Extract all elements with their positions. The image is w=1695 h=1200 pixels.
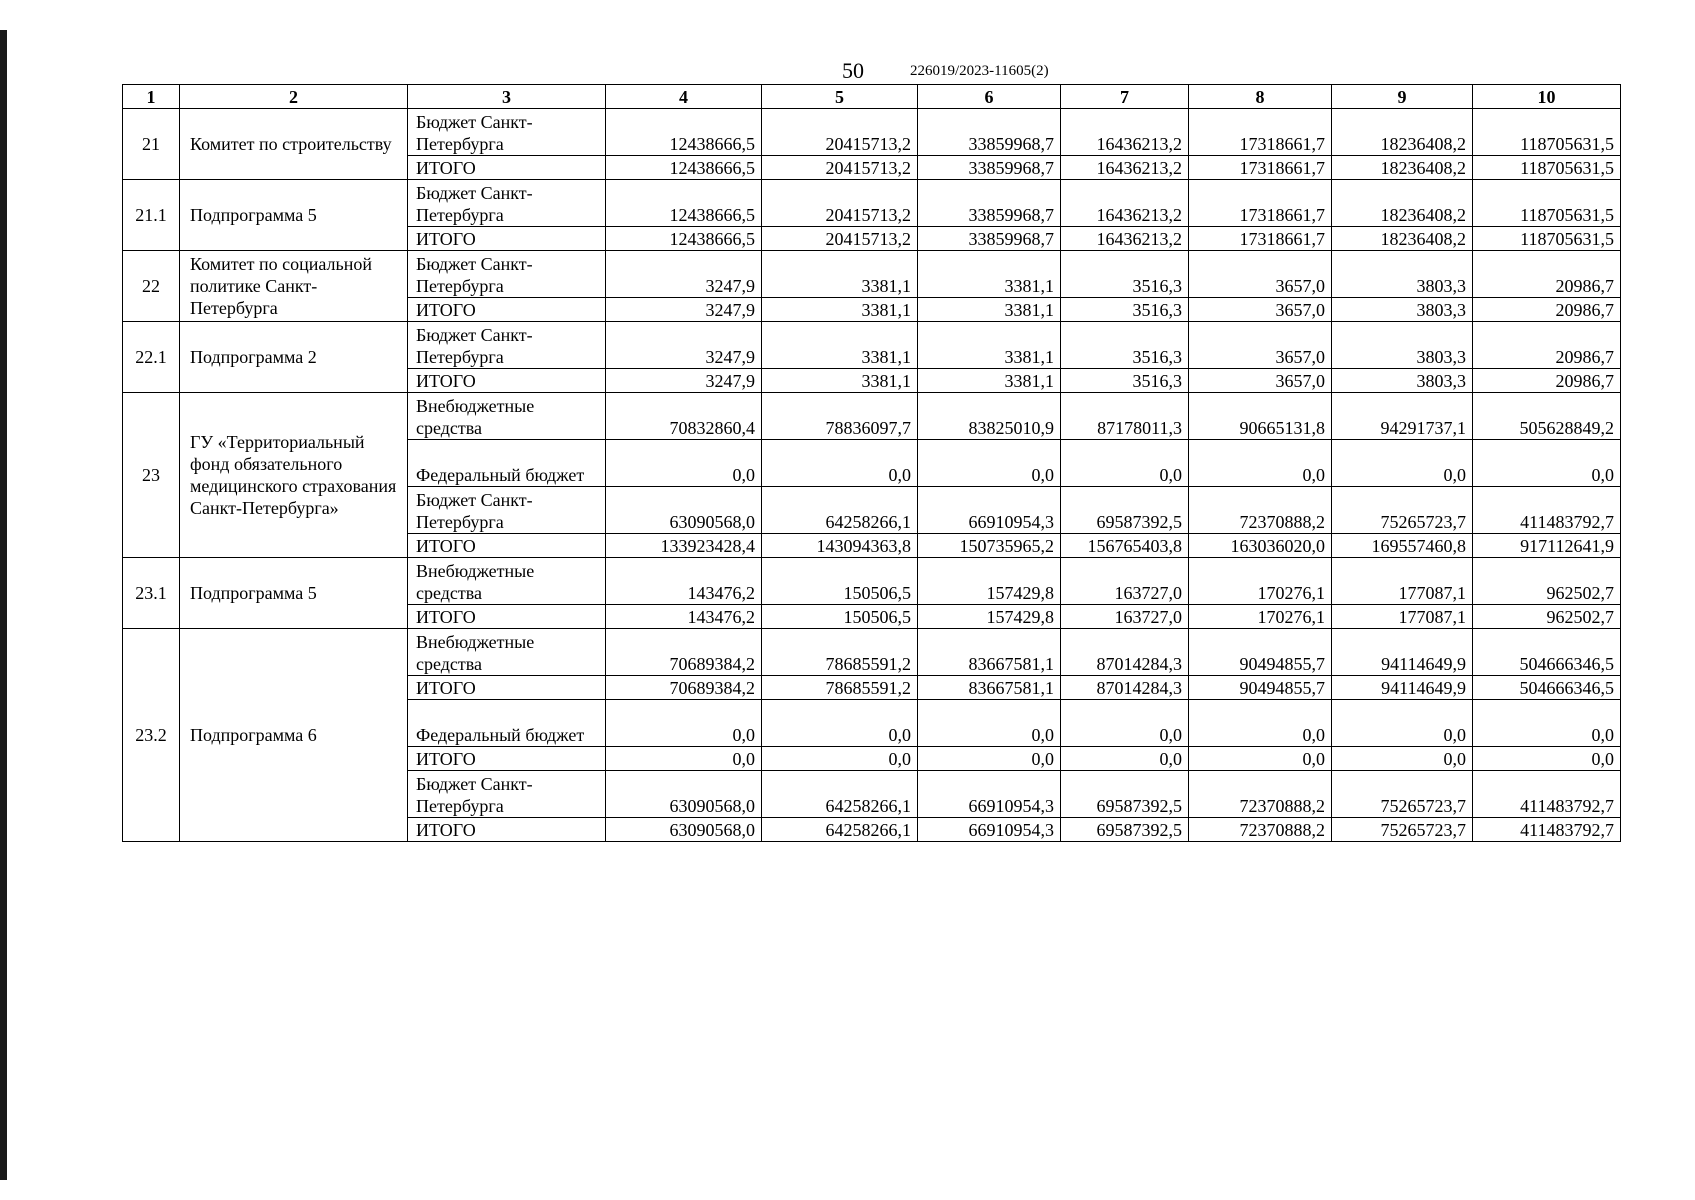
amount-cell: 3516,3 <box>1061 322 1189 369</box>
budget-table <box>122 84 1621 842</box>
document-code: 226019/2023-11605(2) <box>910 63 1049 79</box>
funding-source: ИТОГО <box>408 747 606 771</box>
row-number: 21.1 <box>123 180 180 251</box>
program-name: Комитет по социальной политике Санкт-Петербурга <box>180 251 408 322</box>
amount-cell: 3381,1 <box>762 322 918 369</box>
amount-cell: 0,0 <box>918 700 1061 747</box>
amount-cell: 3657,0 <box>1189 369 1332 393</box>
amount-cell: 33859968,7 <box>918 156 1061 180</box>
amount-cell: 504666346,5 <box>1473 629 1621 676</box>
amount-cell: 12438666,5 <box>606 180 762 227</box>
amount-cell: 75265723,7 <box>1332 818 1473 842</box>
amount-cell: 17318661,7 <box>1189 156 1332 180</box>
amount-cell: 16436213,2 <box>1061 109 1189 156</box>
funding-source: Внебюджетные средства <box>408 558 606 605</box>
amount-cell: 33859968,7 <box>918 227 1061 251</box>
table-row <box>123 322 1621 369</box>
amount-cell: 94114649,9 <box>1332 676 1473 700</box>
amount-cell: 0,0 <box>1473 700 1621 747</box>
amount-cell: 33859968,7 <box>918 109 1061 156</box>
amount-cell: 33859968,7 <box>918 180 1061 227</box>
amount-cell: 917112641,9 <box>1473 534 1621 558</box>
funding-source: ИТОГО <box>408 298 606 322</box>
amount-cell: 3657,0 <box>1189 251 1332 298</box>
amount-cell: 20986,7 <box>1473 322 1621 369</box>
amount-cell: 0,0 <box>1473 747 1621 771</box>
amount-cell: 163727,0 <box>1061 558 1189 605</box>
amount-cell: 63090568,0 <box>606 818 762 842</box>
amount-cell: 143094363,8 <box>762 534 918 558</box>
amount-cell: 143476,2 <box>606 605 762 629</box>
amount-cell: 0,0 <box>918 440 1061 487</box>
amount-cell: 16436213,2 <box>1061 180 1189 227</box>
amount-cell: 63090568,0 <box>606 487 762 534</box>
funding-source: Бюджет Санкт-Петербурга <box>408 180 606 227</box>
table-row <box>123 109 1621 156</box>
column-header: 7 <box>1061 85 1189 109</box>
amount-cell: 150506,5 <box>762 605 918 629</box>
scan-edge <box>0 30 7 1180</box>
amount-cell: 64258266,1 <box>762 771 918 818</box>
amount-cell: 16436213,2 <box>1061 227 1189 251</box>
amount-cell: 94291737,1 <box>1332 393 1473 440</box>
amount-cell: 12438666,5 <box>606 156 762 180</box>
amount-cell: 170276,1 <box>1189 605 1332 629</box>
amount-cell: 75265723,7 <box>1332 771 1473 818</box>
funding-source: ИТОГО <box>408 534 606 558</box>
amount-cell: 69587392,5 <box>1061 818 1189 842</box>
amount-cell: 3381,1 <box>762 369 918 393</box>
table-row <box>123 180 1621 227</box>
column-header: 5 <box>762 85 918 109</box>
amount-cell: 18236408,2 <box>1332 227 1473 251</box>
amount-cell: 133923428,4 <box>606 534 762 558</box>
amount-cell: 17318661,7 <box>1189 109 1332 156</box>
amount-cell: 3657,0 <box>1189 298 1332 322</box>
funding-source: Федеральный бюджет <box>408 700 606 747</box>
program-name: Подпрограмма 5 <box>180 180 408 251</box>
amount-cell: 70832860,4 <box>606 393 762 440</box>
amount-cell: 3803,3 <box>1332 251 1473 298</box>
amount-cell: 157429,8 <box>918 558 1061 605</box>
amount-cell: 0,0 <box>1061 440 1189 487</box>
funding-source: Бюджет Санкт-Петербурга <box>408 109 606 156</box>
funding-source: Бюджет Санкт-Петербурга <box>408 251 606 298</box>
amount-cell: 411483792,7 <box>1473 771 1621 818</box>
amount-cell: 163036020,0 <box>1189 534 1332 558</box>
amount-cell: 64258266,1 <box>762 487 918 534</box>
amount-cell: 3381,1 <box>918 369 1061 393</box>
amount-cell: 78685591,2 <box>762 676 918 700</box>
amount-cell: 3803,3 <box>1332 322 1473 369</box>
amount-cell: 90494855,7 <box>1189 676 1332 700</box>
row-number: 23.2 <box>123 629 180 842</box>
amount-cell: 90494855,7 <box>1189 629 1332 676</box>
amount-cell: 12438666,5 <box>606 227 762 251</box>
table-row <box>123 558 1621 605</box>
amount-cell: 3381,1 <box>918 322 1061 369</box>
row-number: 22.1 <box>123 322 180 393</box>
funding-source: ИТОГО <box>408 676 606 700</box>
program-name: Подпрограмма 2 <box>180 322 408 393</box>
page-number: 50 <box>842 58 864 83</box>
amount-cell: 0,0 <box>1332 700 1473 747</box>
funding-source: ИТОГО <box>408 156 606 180</box>
funding-source: Бюджет Санкт-Петербурга <box>408 322 606 369</box>
program-name: ГУ «Территориальный фонд обязательного медицинского страхования Санкт-Петербурга» <box>180 393 408 558</box>
row-number: 23 <box>123 393 180 558</box>
amount-cell: 90665131,8 <box>1189 393 1332 440</box>
amount-cell: 0,0 <box>1332 440 1473 487</box>
program-name: Подпрограмма 6 <box>180 629 408 842</box>
amount-cell: 66910954,3 <box>918 818 1061 842</box>
amount-cell: 3803,3 <box>1332 298 1473 322</box>
header-row <box>123 85 1621 109</box>
amount-cell: 87014284,3 <box>1061 676 1189 700</box>
amount-cell: 3247,9 <box>606 322 762 369</box>
amount-cell: 20986,7 <box>1473 369 1621 393</box>
amount-cell: 163727,0 <box>1061 605 1189 629</box>
amount-cell: 118705631,5 <box>1473 227 1621 251</box>
amount-cell: 69587392,5 <box>1061 487 1189 534</box>
column-header: 6 <box>918 85 1061 109</box>
amount-cell: 177087,1 <box>1332 558 1473 605</box>
program-name: Подпрограмма 5 <box>180 558 408 629</box>
amount-cell: 118705631,5 <box>1473 180 1621 227</box>
amount-cell: 20415713,2 <box>762 109 918 156</box>
amount-cell: 17318661,7 <box>1189 180 1332 227</box>
amount-cell: 118705631,5 <box>1473 109 1621 156</box>
column-header: 4 <box>606 85 762 109</box>
funding-source: ИТОГО <box>408 227 606 251</box>
amount-cell: 3381,1 <box>762 251 918 298</box>
amount-cell: 3803,3 <box>1332 369 1473 393</box>
funding-source: ИТОГО <box>408 818 606 842</box>
amount-cell: 3381,1 <box>918 298 1061 322</box>
amount-cell: 0,0 <box>606 747 762 771</box>
funding-source: Бюджет Санкт-Петербурга <box>408 771 606 818</box>
funding-source: Федеральный бюджет <box>408 440 606 487</box>
amount-cell: 156765403,8 <box>1061 534 1189 558</box>
amount-cell: 83667581,1 <box>918 629 1061 676</box>
funding-source: Бюджет Санкт-Петербурга <box>408 487 606 534</box>
amount-cell: 0,0 <box>918 747 1061 771</box>
amount-cell: 69587392,5 <box>1061 771 1189 818</box>
amount-cell: 504666346,5 <box>1473 676 1621 700</box>
amount-cell: 72370888,2 <box>1189 487 1332 534</box>
table-row <box>123 629 1621 676</box>
amount-cell: 962502,7 <box>1473 605 1621 629</box>
amount-cell: 70689384,2 <box>606 676 762 700</box>
amount-cell: 20415713,2 <box>762 156 918 180</box>
column-header: 9 <box>1332 85 1473 109</box>
amount-cell: 3247,9 <box>606 298 762 322</box>
amount-cell: 20986,7 <box>1473 298 1621 322</box>
table-row <box>123 251 1621 298</box>
amount-cell: 75265723,7 <box>1332 487 1473 534</box>
column-header: 3 <box>408 85 606 109</box>
column-header: 2 <box>180 85 408 109</box>
amount-cell: 0,0 <box>1061 700 1189 747</box>
column-header: 8 <box>1189 85 1332 109</box>
page-header <box>0 58 1695 84</box>
amount-cell: 64258266,1 <box>762 818 918 842</box>
amount-cell: 83825010,9 <box>918 393 1061 440</box>
amount-cell: 0,0 <box>1473 440 1621 487</box>
amount-cell: 94114649,9 <box>1332 629 1473 676</box>
amount-cell: 0,0 <box>1189 747 1332 771</box>
funding-source: ИТОГО <box>408 369 606 393</box>
amount-cell: 20415713,2 <box>762 180 918 227</box>
amount-cell: 66910954,3 <box>918 771 1061 818</box>
amount-cell: 150735965,2 <box>918 534 1061 558</box>
table-body <box>123 85 1621 842</box>
amount-cell: 411483792,7 <box>1473 487 1621 534</box>
amount-cell: 87178011,3 <box>1061 393 1189 440</box>
amount-cell: 411483792,7 <box>1473 818 1621 842</box>
amount-cell: 78685591,2 <box>762 629 918 676</box>
amount-cell: 170276,1 <box>1189 558 1332 605</box>
amount-cell: 3657,0 <box>1189 322 1332 369</box>
column-header: 1 <box>123 85 180 109</box>
amount-cell: 72370888,2 <box>1189 818 1332 842</box>
amount-cell: 16436213,2 <box>1061 156 1189 180</box>
amount-cell: 177087,1 <box>1332 605 1473 629</box>
amount-cell: 20415713,2 <box>762 227 918 251</box>
funding-source: ИТОГО <box>408 605 606 629</box>
amount-cell: 3516,3 <box>1061 369 1189 393</box>
row-number: 23.1 <box>123 558 180 629</box>
amount-cell: 505628849,2 <box>1473 393 1621 440</box>
amount-cell: 83667581,1 <box>918 676 1061 700</box>
row-number: 21 <box>123 109 180 180</box>
amount-cell: 0,0 <box>1061 747 1189 771</box>
amount-cell: 18236408,2 <box>1332 156 1473 180</box>
amount-cell: 3381,1 <box>918 251 1061 298</box>
table-row <box>123 393 1621 440</box>
amount-cell: 87014284,3 <box>1061 629 1189 676</box>
amount-cell: 157429,8 <box>918 605 1061 629</box>
amount-cell: 3247,9 <box>606 251 762 298</box>
funding-source: Внебюджетные средства <box>408 393 606 440</box>
amount-cell: 66910954,3 <box>918 487 1061 534</box>
amount-cell: 3516,3 <box>1061 298 1189 322</box>
amount-cell: 0,0 <box>1332 747 1473 771</box>
amount-cell: 70689384,2 <box>606 629 762 676</box>
amount-cell: 0,0 <box>762 700 918 747</box>
amount-cell: 169557460,8 <box>1332 534 1473 558</box>
amount-cell: 150506,5 <box>762 558 918 605</box>
amount-cell: 0,0 <box>1189 700 1332 747</box>
amount-cell: 0,0 <box>762 747 918 771</box>
amount-cell: 17318661,7 <box>1189 227 1332 251</box>
column-header: 10 <box>1473 85 1621 109</box>
amount-cell: 0,0 <box>606 440 762 487</box>
amount-cell: 118705631,5 <box>1473 156 1621 180</box>
amount-cell: 0,0 <box>762 440 918 487</box>
amount-cell: 962502,7 <box>1473 558 1621 605</box>
program-name: Комитет по строительству <box>180 109 408 180</box>
amount-cell: 3247,9 <box>606 369 762 393</box>
amount-cell: 12438666,5 <box>606 109 762 156</box>
amount-cell: 18236408,2 <box>1332 180 1473 227</box>
amount-cell: 0,0 <box>606 700 762 747</box>
amount-cell: 78836097,7 <box>762 393 918 440</box>
amount-cell: 0,0 <box>1189 440 1332 487</box>
amount-cell: 72370888,2 <box>1189 771 1332 818</box>
amount-cell: 3381,1 <box>762 298 918 322</box>
funding-source: Внебюджетные средства <box>408 629 606 676</box>
amount-cell: 3516,3 <box>1061 251 1189 298</box>
amount-cell: 143476,2 <box>606 558 762 605</box>
amount-cell: 20986,7 <box>1473 251 1621 298</box>
amount-cell: 63090568,0 <box>606 771 762 818</box>
row-number: 22 <box>123 251 180 322</box>
amount-cell: 18236408,2 <box>1332 109 1473 156</box>
